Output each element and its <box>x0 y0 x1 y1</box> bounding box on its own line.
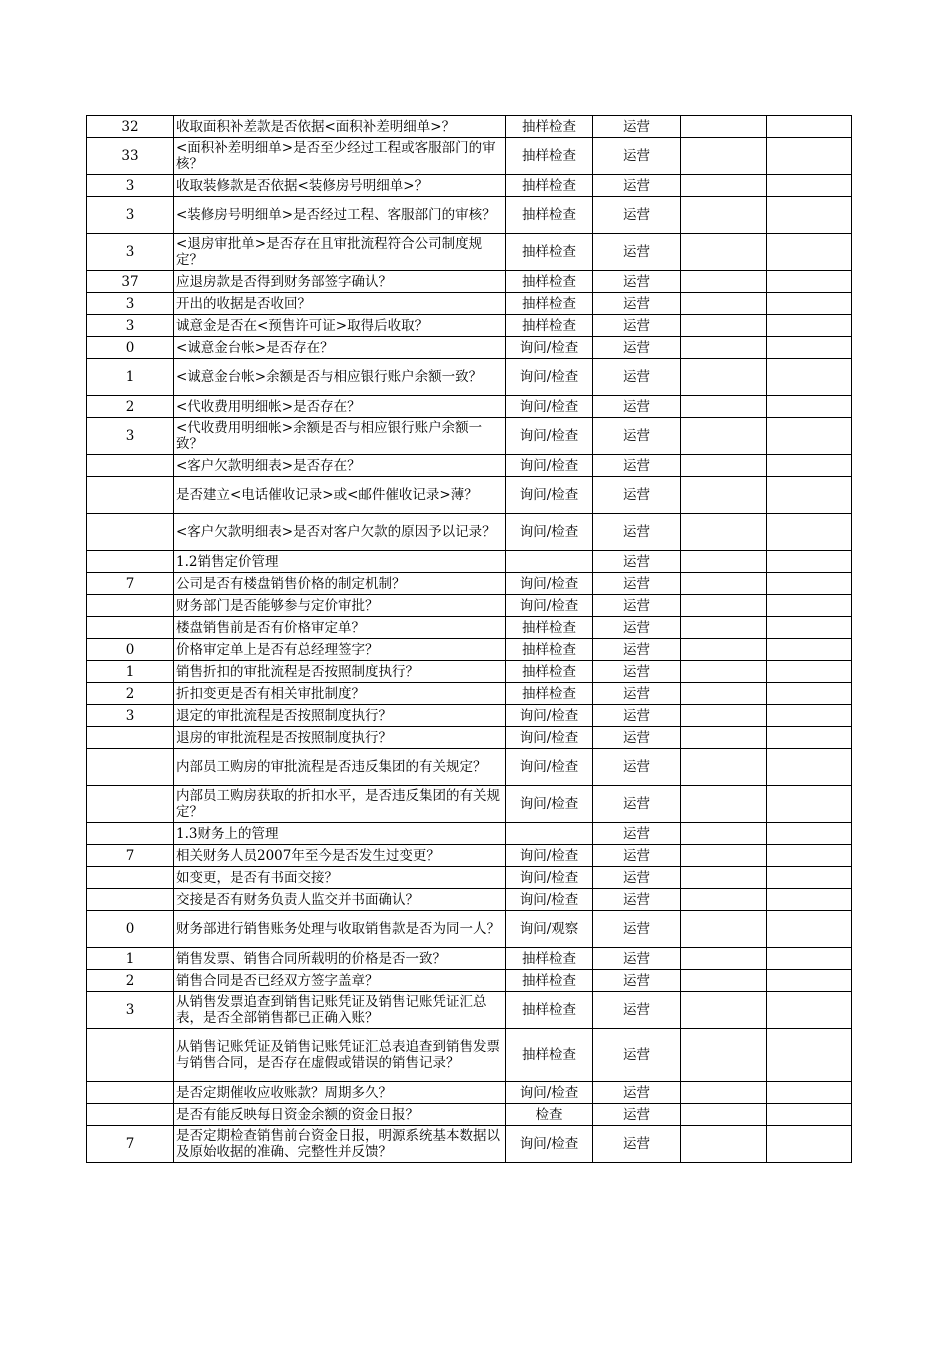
blank-cell <box>681 889 767 911</box>
method-cell: 询问/检查 <box>506 786 593 823</box>
blank-cell <box>681 293 767 315</box>
blank-cell <box>767 845 852 867</box>
question-cell: 相关财务人员2007年至今是否发生过变更？ <box>174 845 506 867</box>
question-cell: 退定的审批流程是否按照制度执行？ <box>174 705 506 727</box>
method-cell: 抽样检查 <box>506 617 593 639</box>
method-cell: 抽样检查 <box>506 948 593 970</box>
question-cell: 公司是否有楼盘销售价格的制定机制？ <box>174 573 506 595</box>
department-cell: 运营 <box>593 595 681 617</box>
table-row <box>87 116 852 138</box>
method-cell: 询问/检查 <box>506 418 593 455</box>
checklist-table <box>86 115 852 1163</box>
table-row <box>87 418 852 455</box>
question-cell: 应退房款是否得到财务部签字确认？ <box>174 271 506 293</box>
table-row <box>87 639 852 661</box>
blank-cell <box>767 867 852 889</box>
department-cell: 运营 <box>593 271 681 293</box>
table-row <box>87 845 852 867</box>
method-cell: 询问/检查 <box>506 889 593 911</box>
question-cell: 从销售发票追查到销售记账凭证及销售记账凭证汇总表，是否全部销售都已正确入账？ <box>174 992 506 1029</box>
method-cell: 抽样检查 <box>506 271 593 293</box>
department-cell: 运营 <box>593 1104 681 1126</box>
question-cell: <代收费用明细帐>是否存在？ <box>174 396 506 418</box>
row-number-cell: 0 <box>87 911 174 948</box>
blank-cell <box>681 948 767 970</box>
department-cell: 运营 <box>593 992 681 1029</box>
department-cell: 运营 <box>593 639 681 661</box>
blank-cell <box>681 617 767 639</box>
row-number-cell: 3 <box>87 234 174 271</box>
table-row <box>87 1029 852 1082</box>
blank-cell <box>767 889 852 911</box>
blank-cell <box>681 514 767 551</box>
department-cell: 运营 <box>593 418 681 455</box>
blank-cell <box>681 197 767 234</box>
department-cell: 运营 <box>593 705 681 727</box>
question-cell: 内部员工购房的审批流程是否违反集团的有关规定？ <box>174 749 506 786</box>
blank-cell <box>767 514 852 551</box>
blank-cell <box>767 727 852 749</box>
department-cell: 运营 <box>593 359 681 396</box>
blank-cell <box>767 683 852 705</box>
blank-cell <box>681 1082 767 1104</box>
table-row <box>87 551 852 573</box>
blank-cell <box>681 992 767 1029</box>
row-number-cell <box>87 823 174 845</box>
question-cell: 是否有能反映每日资金余额的资金日报？ <box>174 1104 506 1126</box>
department-cell: 运营 <box>593 477 681 514</box>
table-row <box>87 359 852 396</box>
row-number-cell: 1 <box>87 661 174 683</box>
blank-cell <box>681 661 767 683</box>
row-number-cell <box>87 1104 174 1126</box>
department-cell: 运营 <box>593 727 681 749</box>
blank-cell <box>681 396 767 418</box>
question-cell: 是否定期催收应收账款？周期多久？ <box>174 1082 506 1104</box>
row-number-cell: 33 <box>87 138 174 175</box>
row-number-cell: 37 <box>87 271 174 293</box>
blank-cell <box>681 271 767 293</box>
question-cell: 财务部门是否能够参与定价审批？ <box>174 595 506 617</box>
question-cell: 收取装修款是否依据<装修房号明细单>？ <box>174 175 506 197</box>
blank-cell <box>767 197 852 234</box>
row-number-cell: 0 <box>87 337 174 359</box>
row-number-cell: 3 <box>87 992 174 1029</box>
table-row <box>87 661 852 683</box>
question-cell: <客户欠款明细表>是否存在？ <box>174 455 506 477</box>
blank-cell <box>767 749 852 786</box>
department-cell: 运营 <box>593 617 681 639</box>
row-number-cell: 32 <box>87 116 174 138</box>
method-cell: 抽样检查 <box>506 197 593 234</box>
blank-cell <box>681 639 767 661</box>
department-cell: 运营 <box>593 175 681 197</box>
table-row <box>87 889 852 911</box>
row-number-cell: 2 <box>87 970 174 992</box>
table-row <box>87 337 852 359</box>
department-cell: 运营 <box>593 573 681 595</box>
row-number-cell <box>87 889 174 911</box>
audit-checklist-sheet <box>86 115 851 1163</box>
table-row <box>87 138 852 175</box>
method-cell: 抽样检查 <box>506 315 593 337</box>
blank-cell <box>767 1029 852 1082</box>
row-number-cell: 1 <box>87 948 174 970</box>
department-cell: 运营 <box>593 948 681 970</box>
question-cell: 如变更，是否有书面交接？ <box>174 867 506 889</box>
table-row <box>87 315 852 337</box>
row-number-cell: 7 <box>87 1126 174 1163</box>
blank-cell <box>767 573 852 595</box>
table-row <box>87 727 852 749</box>
blank-cell <box>767 234 852 271</box>
blank-cell <box>681 786 767 823</box>
table-row <box>87 396 852 418</box>
question-cell: 财务部进行销售账务处理与收取销售款是否为同一人？ <box>174 911 506 948</box>
department-cell: 运营 <box>593 116 681 138</box>
row-number-cell: 3 <box>87 315 174 337</box>
row-number-cell <box>87 551 174 573</box>
row-number-cell: 3 <box>87 418 174 455</box>
blank-cell <box>681 595 767 617</box>
department-cell: 运营 <box>593 455 681 477</box>
row-number-cell: 3 <box>87 175 174 197</box>
blank-cell <box>681 970 767 992</box>
table-row <box>87 749 852 786</box>
method-cell: 抽样检查 <box>506 970 593 992</box>
method-cell <box>506 823 593 845</box>
blank-cell <box>767 271 852 293</box>
method-cell: 询问/检查 <box>506 337 593 359</box>
blank-cell <box>767 293 852 315</box>
table-row <box>87 197 852 234</box>
table-row <box>87 234 852 271</box>
row-number-cell: 3 <box>87 705 174 727</box>
table-row <box>87 970 852 992</box>
table-row <box>87 1126 852 1163</box>
department-cell: 运营 <box>593 551 681 573</box>
row-number-cell <box>87 477 174 514</box>
question-cell: <代收费用明细帐>余额是否与相应银行账户余额一致？ <box>174 418 506 455</box>
row-number-cell: 0 <box>87 639 174 661</box>
table-row <box>87 823 852 845</box>
question-cell: 开出的收据是否收回？ <box>174 293 506 315</box>
method-cell: 询问/检查 <box>506 845 593 867</box>
question-cell: 销售折扣的审批流程是否按照制度执行？ <box>174 661 506 683</box>
checklist-body <box>87 116 852 1163</box>
blank-cell <box>681 749 767 786</box>
row-number-cell <box>87 455 174 477</box>
blank-cell <box>681 727 767 749</box>
method-cell: 抽样检查 <box>506 683 593 705</box>
department-cell: 运营 <box>593 867 681 889</box>
department-cell: 运营 <box>593 823 681 845</box>
blank-cell <box>767 617 852 639</box>
blank-cell <box>767 418 852 455</box>
blank-cell <box>681 418 767 455</box>
method-cell: 询问/检查 <box>506 727 593 749</box>
question-cell: 是否建立<电话催收记录>或<邮件催收记录>薄？ <box>174 477 506 514</box>
table-row <box>87 175 852 197</box>
question-cell: <客户欠款明细表>是否对客户欠款的原因予以记录？ <box>174 514 506 551</box>
question-cell: 内部员工购房获取的折扣水平，是否违反集团的有关规定？ <box>174 786 506 823</box>
question-cell: <装修房号明细单>是否经过工程、客服部门的审核？ <box>174 197 506 234</box>
row-number-cell <box>87 514 174 551</box>
blank-cell <box>681 138 767 175</box>
table-row <box>87 477 852 514</box>
method-cell: 抽样检查 <box>506 138 593 175</box>
blank-cell <box>681 315 767 337</box>
method-cell: 抽样检查 <box>506 175 593 197</box>
blank-cell <box>767 786 852 823</box>
table-row <box>87 992 852 1029</box>
department-cell: 运营 <box>593 845 681 867</box>
question-cell: <诚意金台帐>余额是否与相应银行账户余额一致？ <box>174 359 506 396</box>
method-cell: 抽样检查 <box>506 234 593 271</box>
blank-cell <box>767 175 852 197</box>
question-cell: 销售合同是否已经双方签字盖章？ <box>174 970 506 992</box>
blank-cell <box>681 175 767 197</box>
row-number-cell: 1 <box>87 359 174 396</box>
question-cell: 是否定期检查销售前台资金日报，明源系统基本数据以及原始收据的准确、完整性并反馈？ <box>174 1126 506 1163</box>
row-number-cell <box>87 867 174 889</box>
table-row <box>87 867 852 889</box>
question-cell: <诚意金台帐>是否存在？ <box>174 337 506 359</box>
method-cell: 询问/检查 <box>506 867 593 889</box>
department-cell: 运营 <box>593 911 681 948</box>
blank-cell <box>681 911 767 948</box>
row-number-cell: 2 <box>87 683 174 705</box>
question-cell: 1.2销售定价管理 <box>174 551 506 573</box>
table-row <box>87 293 852 315</box>
method-cell: 询问/检查 <box>506 595 593 617</box>
blank-cell <box>767 116 852 138</box>
department-cell: 运营 <box>593 1082 681 1104</box>
department-cell: 运营 <box>593 970 681 992</box>
question-cell: <退房审批单>是否存在且审批流程符合公司制度规定？ <box>174 234 506 271</box>
blank-cell <box>681 823 767 845</box>
blank-cell <box>767 138 852 175</box>
blank-cell <box>767 970 852 992</box>
blank-cell <box>681 683 767 705</box>
department-cell: 运营 <box>593 749 681 786</box>
row-number-cell <box>87 1029 174 1082</box>
department-cell: 运营 <box>593 315 681 337</box>
method-cell: 询问/检查 <box>506 1126 593 1163</box>
blank-cell <box>767 992 852 1029</box>
blank-cell <box>681 551 767 573</box>
method-cell: 询问/观察 <box>506 911 593 948</box>
department-cell: 运营 <box>593 786 681 823</box>
method-cell: 询问/检查 <box>506 573 593 595</box>
blank-cell <box>767 1126 852 1163</box>
row-number-cell <box>87 1082 174 1104</box>
blank-cell <box>767 823 852 845</box>
blank-cell <box>767 705 852 727</box>
method-cell: 询问/检查 <box>506 396 593 418</box>
method-cell: 询问/检查 <box>506 705 593 727</box>
method-cell: 询问/检查 <box>506 514 593 551</box>
blank-cell <box>681 705 767 727</box>
method-cell: 抽样检查 <box>506 116 593 138</box>
question-cell: 退房的审批流程是否按照制度执行？ <box>174 727 506 749</box>
blank-cell <box>681 1029 767 1082</box>
blank-cell <box>681 573 767 595</box>
method-cell <box>506 551 593 573</box>
department-cell: 运营 <box>593 234 681 271</box>
blank-cell <box>767 396 852 418</box>
row-number-cell <box>87 786 174 823</box>
question-cell: 楼盘销售前是否有价格审定单？ <box>174 617 506 639</box>
department-cell: 运营 <box>593 889 681 911</box>
department-cell: 运营 <box>593 661 681 683</box>
blank-cell <box>767 551 852 573</box>
blank-cell <box>767 1082 852 1104</box>
blank-cell <box>767 661 852 683</box>
table-row <box>87 595 852 617</box>
row-number-cell <box>87 595 174 617</box>
blank-cell <box>681 234 767 271</box>
department-cell: 运营 <box>593 1029 681 1082</box>
blank-cell <box>767 477 852 514</box>
method-cell: 询问/检查 <box>506 749 593 786</box>
question-cell: 收取面积补差款是否依据<面积补差明细单>？ <box>174 116 506 138</box>
table-row <box>87 1104 852 1126</box>
department-cell: 运营 <box>593 514 681 551</box>
question-cell: 1.3财务上的管理 <box>174 823 506 845</box>
blank-cell <box>681 477 767 514</box>
table-row <box>87 683 852 705</box>
method-cell: 询问/检查 <box>506 1082 593 1104</box>
department-cell: 运营 <box>593 138 681 175</box>
question-cell: 销售发票、销售合同所载明的价格是否一致？ <box>174 948 506 970</box>
table-row <box>87 705 852 727</box>
question-cell: 交接是否有财务负责人监交并书面确认？ <box>174 889 506 911</box>
blank-cell <box>681 337 767 359</box>
table-row <box>87 948 852 970</box>
table-row <box>87 911 852 948</box>
question-cell: 从销售记账凭证及销售记账凭证汇总表追查到销售发票与销售合同，是否存在虚假或错误的销售记录？ <box>174 1029 506 1082</box>
row-number-cell <box>87 727 174 749</box>
blank-cell <box>767 1104 852 1126</box>
row-number-cell <box>87 749 174 786</box>
question-cell: 折扣变更是否有相关审批制度？ <box>174 683 506 705</box>
question-cell: 价格审定单上是否有总经理签字？ <box>174 639 506 661</box>
method-cell: 询问/检查 <box>506 455 593 477</box>
row-number-cell: 2 <box>87 396 174 418</box>
table-row <box>87 514 852 551</box>
method-cell: 抽样检查 <box>506 1029 593 1082</box>
method-cell: 检查 <box>506 1104 593 1126</box>
blank-cell <box>681 1104 767 1126</box>
blank-cell <box>767 911 852 948</box>
blank-cell <box>767 639 852 661</box>
department-cell: 运营 <box>593 683 681 705</box>
question-cell: <面积补差明细单>是否至少经过工程或客服部门的审核？ <box>174 138 506 175</box>
method-cell: 抽样检查 <box>506 992 593 1029</box>
blank-cell <box>767 595 852 617</box>
blank-cell <box>681 116 767 138</box>
blank-cell <box>681 359 767 396</box>
department-cell: 运营 <box>593 197 681 234</box>
row-number-cell: 3 <box>87 293 174 315</box>
method-cell: 抽样检查 <box>506 293 593 315</box>
table-row <box>87 455 852 477</box>
method-cell: 询问/检查 <box>506 477 593 514</box>
blank-cell <box>767 337 852 359</box>
department-cell: 运营 <box>593 396 681 418</box>
table-row <box>87 617 852 639</box>
blank-cell <box>681 845 767 867</box>
table-row <box>87 271 852 293</box>
blank-cell <box>767 359 852 396</box>
method-cell: 抽样检查 <box>506 639 593 661</box>
blank-cell <box>767 455 852 477</box>
department-cell: 运营 <box>593 293 681 315</box>
blank-cell <box>767 315 852 337</box>
department-cell: 运营 <box>593 1126 681 1163</box>
department-cell: 运营 <box>593 337 681 359</box>
method-cell: 询问/检查 <box>506 359 593 396</box>
blank-cell <box>681 867 767 889</box>
question-cell: 诚意金是否在<预售许可证>取得后收取？ <box>174 315 506 337</box>
table-row <box>87 1082 852 1104</box>
table-row <box>87 786 852 823</box>
row-number-cell: 7 <box>87 845 174 867</box>
blank-cell <box>681 455 767 477</box>
row-number-cell: 7 <box>87 573 174 595</box>
table-row <box>87 573 852 595</box>
blank-cell <box>767 948 852 970</box>
blank-cell <box>681 1126 767 1163</box>
row-number-cell: 3 <box>87 197 174 234</box>
row-number-cell <box>87 617 174 639</box>
method-cell: 抽样检查 <box>506 661 593 683</box>
